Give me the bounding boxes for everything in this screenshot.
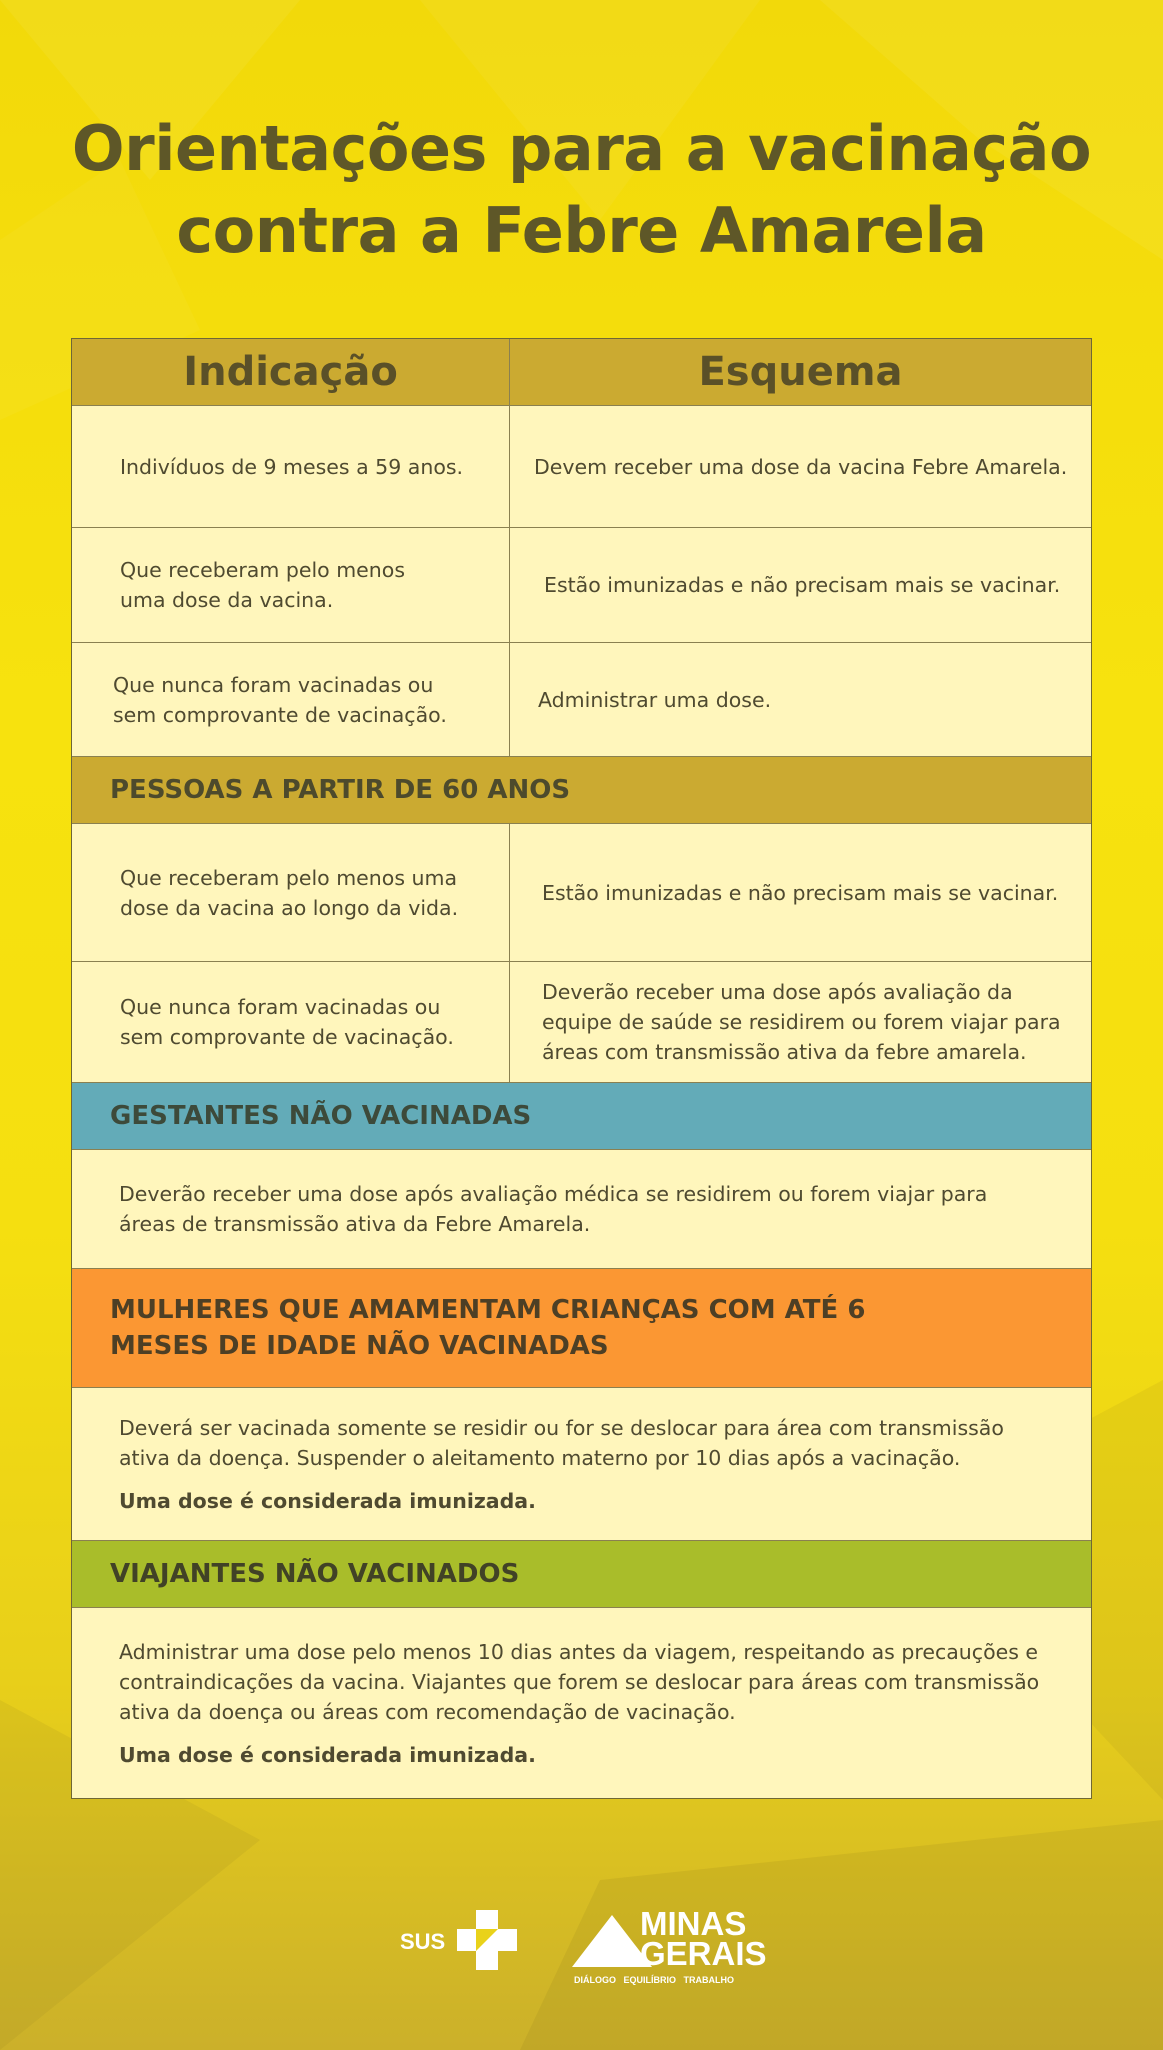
gestantes-text: Deverão receber uma dose após avaliação médica se residirem ou forem viajar para áreas de transmissão ativa da Febre Amarela.	[119, 1182, 988, 1236]
sus-label: SUS	[400, 1929, 446, 1954]
section-header-viajantes: VIAJANTES NÃO VACINADOS	[72, 1541, 1091, 1608]
esquema-cell: Administrar uma dose.	[538, 687, 772, 712]
table-row	[72, 962, 1091, 1083]
table-row	[72, 643, 1091, 757]
indicacao-cell: Indivíduos de 9 meses a 59 anos.	[72, 406, 510, 527]
title-line-2: contra a Febre Amarela	[176, 194, 987, 267]
page-title	[0, 108, 1163, 272]
table-row	[72, 528, 1091, 643]
section-header-gestantes: GESTANTES NÃO VACINADAS	[72, 1083, 1091, 1150]
table-row	[72, 406, 1091, 528]
mulheres-content	[72, 1388, 1091, 1541]
indicacao-cell: Que receberam pelo menos uma dose da vacina.	[72, 528, 510, 642]
section-header-mulheres: MULHERES QUE AMAMENTAM CRIANÇAS COM ATÉ 6 MESES DE IDADE NÃO VACINADAS	[72, 1269, 1091, 1388]
header-indicacao: Indicação	[72, 339, 510, 405]
header-esquema: Esquema	[510, 339, 1091, 405]
viajantes-text: Administrar uma dose pelo menos 10 dias antes da viagem, respeitando as precauções e contraindicações da vacina. Viajantes que forem se deslocar para áreas com transmissão ativa da doença ou áreas com recomendação de vacinação.	[119, 1639, 1040, 1724]
sus-cross-icon	[457, 1910, 517, 1970]
esquema-cell: Deverão receber uma dose após avaliação da equipe de saúde se residirem ou forem viajar para áreas com transmissão ativa da febre amarela.	[542, 980, 1061, 1064]
mulheres-text: Deverá ser vacinada somente se residir ou for se deslocar para área com transmissão ativa da doença. Suspender o aleitamento materno por 10 dias após a vacinação.	[119, 1415, 1004, 1470]
indicacao-cell: Que receberam pelo menos uma dose da vacina ao longo da vida.	[72, 824, 510, 961]
esquema-cell: Estão imunizadas e não precisam mais se vacinar.	[544, 573, 1061, 597]
esquema-cell: Devem receber uma dose da vacina Febre Amarela.	[534, 454, 1068, 479]
table-row	[72, 824, 1091, 962]
sus-logo	[400, 1910, 517, 1970]
title-line-1: Orientações para a vacinação	[71, 112, 1092, 185]
mg-line-1: MINAS	[640, 1905, 747, 1942]
indicacao-cell: Que nunca foram vacinadas ou sem comprovante de vacinação.	[72, 643, 510, 756]
footer-logos	[0, 1885, 1163, 1985]
mg-tagline: DIÁLOGO EQUILÍBRIO TRABALHO	[574, 1975, 734, 1985]
viajantes-content	[72, 1608, 1091, 1798]
table-header	[72, 339, 1091, 406]
viajantes-note: Uma dose é considerada imunizada.	[119, 1742, 536, 1767]
minas-gerais-logo	[572, 1905, 767, 1985]
esquema-cell: Estão imunizadas e não precisam mais se vacinar.	[542, 880, 1059, 905]
section-header-60-anos: PESSOAS A PARTIR DE 60 ANOS	[72, 757, 1091, 824]
vaccination-table	[71, 338, 1092, 1799]
mg-line-2: GERAIS	[640, 1935, 767, 1972]
mulheres-note: Uma dose é considerada imunizada.	[119, 1488, 536, 1513]
indicacao-cell: Que nunca foram vacinadas ou sem comprovante de vacinação.	[72, 962, 510, 1082]
gestantes-content	[72, 1150, 1091, 1269]
